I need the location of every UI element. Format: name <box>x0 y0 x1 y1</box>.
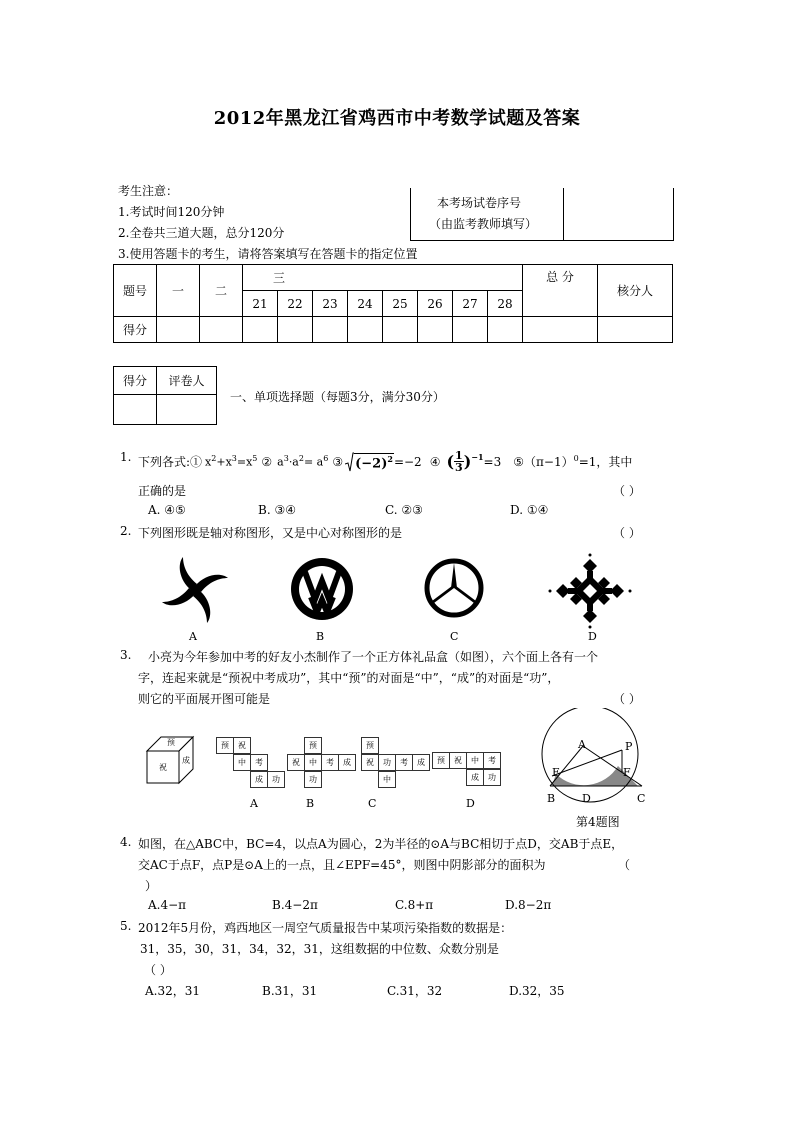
q4-number: 4. <box>120 835 132 849</box>
net-cell: 功 <box>267 771 285 788</box>
q3-line2: 字，连起来就是“预祝中考成功”，其中“预”的对面是“中”，“成”的对面是“功”， <box>138 671 560 685</box>
q3-label-a: A <box>250 797 258 810</box>
q1-fraction: ( 1 3 ) $^{-1}$ <box>446 449 484 474</box>
q5-option-d[interactable]: D.32，35 <box>509 984 565 998</box>
section-title: 一、单项选择题（每题3分，满分30分） <box>230 390 445 404</box>
seat-box-line1: 本考场试卷序号 <box>437 196 522 210</box>
q1-option-d[interactable]: D. ①④ <box>510 503 549 517</box>
net-cell: 预 <box>216 737 234 754</box>
net-cell: 功 <box>304 771 322 788</box>
cube-front-face: 祝 <box>159 763 167 772</box>
q3-line1: 小亮为今年参加中考的好友小杰制作了一个正方体礼品盒（如图），六个面上各有一个 <box>148 650 599 664</box>
score-cell[interactable] <box>523 317 598 343</box>
col-tihao: 题号 <box>114 265 157 317</box>
point-c: C <box>637 792 646 805</box>
q5-option-a[interactable]: A.32，31 <box>145 984 201 998</box>
q5-line2: 31，35，30，31，34，32，31，这组数据的中位数、众数分别是 <box>140 942 499 956</box>
point-e: E <box>552 766 561 779</box>
q2-label-a: A <box>189 630 197 643</box>
q2-label-c: C <box>450 630 459 643</box>
q3-label-b: B <box>306 797 315 810</box>
seat-box-line2: （由监考教师填写） <box>429 217 538 231</box>
q3-number: 3. <box>120 648 132 662</box>
q1-circle-4: ④ <box>429 454 441 469</box>
net-cell: 中 <box>378 771 396 788</box>
col-one: 一 <box>157 265 200 317</box>
q3-line3: 则它的平面展开图可能是 <box>138 692 271 706</box>
score-cell[interactable] <box>243 317 278 343</box>
section-score-box <box>113 366 217 425</box>
q4-line2: 交AC于点F，点P是⊙A上的一点，且∠EPF=45°，则图中阴影部分的面积为 <box>138 858 546 872</box>
net-cell: 祝 <box>233 737 251 754</box>
q5-answer-paren[interactable]: （ ） <box>144 963 172 977</box>
col-total: 总 分 <box>523 265 598 317</box>
q1-circle-2: ② <box>261 454 273 469</box>
sub-24: 24 <box>348 291 383 317</box>
point-a: A <box>578 738 586 751</box>
net-cell: 考 <box>483 752 501 769</box>
net-b[interactable] <box>287 737 357 789</box>
sub-21: 21 <box>243 291 278 317</box>
seat-number-box <box>410 188 674 241</box>
score-cell[interactable] <box>488 317 523 343</box>
net-cell: 考 <box>250 754 268 771</box>
net-cell: 成 <box>412 754 430 771</box>
q1-e4-value: =3 <box>483 454 502 469</box>
score-cell[interactable] <box>313 317 348 343</box>
q1-e1: $x^2+x^3=x^5$ <box>205 454 258 469</box>
score-cell[interactable] <box>383 317 418 343</box>
row-score: 得分 <box>114 317 157 343</box>
section-grader-cell[interactable] <box>157 395 217 425</box>
point-f: F <box>623 766 631 779</box>
sub-22: 22 <box>278 291 313 317</box>
q5-option-c[interactable]: C.31，32 <box>387 984 443 998</box>
net-cell: 中 <box>304 754 322 771</box>
score-cell[interactable] <box>157 317 200 343</box>
q2-number: 2. <box>120 524 132 538</box>
q1-circle-3: ③ <box>332 454 344 469</box>
net-cell: 祝 <box>287 754 305 771</box>
q3-answer-paren[interactable]: （ ） <box>613 692 641 706</box>
mercedes-logo-icon[interactable] <box>423 557 485 619</box>
point-d: D <box>582 792 591 805</box>
score-table <box>113 264 673 343</box>
net-cell: 预 <box>361 737 379 754</box>
q1-e3-value: =−2 <box>393 454 422 469</box>
q4-option-d[interactable]: D.8−2π <box>505 898 552 912</box>
section-score-label: 得分 <box>114 367 157 395</box>
col-two: 二 <box>200 265 243 317</box>
col-checker: 核分人 <box>598 265 673 317</box>
q1-expressions <box>138 450 632 473</box>
sub-26: 26 <box>418 291 453 317</box>
section-grader-label: 评卷人 <box>157 367 217 395</box>
page-title: 2012年黑龙江省鸡西市中考数学试题及答案 <box>213 108 581 129</box>
q2-label-d: D <box>588 630 597 643</box>
q1-prefix: 下列各式:① <box>138 455 203 469</box>
net-a[interactable] <box>216 737 280 789</box>
q4-line1: 如图，在△ABC中，BC=4，以点A为圆心，2为半径的⊙A与BC相切于点D，交AB于点E， <box>138 837 624 851</box>
q5-line1: 2012年5月份，鸡西地区一周空气质量报告中某项污染指数的数据是： <box>138 921 513 935</box>
sub-27: 27 <box>453 291 488 317</box>
q4-figure-caption: 第4题图 <box>576 815 620 829</box>
sqrt-icon <box>345 452 354 472</box>
q4-option-a[interactable]: A.4−π <box>148 898 187 912</box>
q1-option-a[interactable]: A. ④⑤ <box>148 503 186 517</box>
notice-heading: 考生注意： <box>118 184 179 198</box>
net-cell: 中 <box>466 752 484 769</box>
q1-number: 1. <box>120 450 132 464</box>
sub-23: 23 <box>313 291 348 317</box>
q3-label-c: C <box>368 797 377 810</box>
q4-option-c[interactable]: C.8+π <box>395 898 434 912</box>
cube-side-face: 成 <box>182 756 190 765</box>
q1-option-b[interactable]: B. ③④ <box>258 503 296 517</box>
net-cell: 功 <box>378 754 396 771</box>
score-cell[interactable] <box>348 317 383 343</box>
net-cell: 考 <box>321 754 339 771</box>
cube-top-face: 预 <box>167 738 175 747</box>
q1-e2: $a^3\cdot a^2= a^6$ <box>277 454 329 469</box>
notice-line-1: 1.考试时间120分钟 <box>118 205 225 219</box>
net-cell: 考 <box>395 754 413 771</box>
net-cell: 预 <box>432 752 450 769</box>
q1-answer-paren[interactable]: （ ） <box>613 484 641 498</box>
q3-label-d: D <box>466 797 475 810</box>
q4-option-b[interactable]: B.4−2π <box>272 898 318 912</box>
q5-number: 5. <box>120 919 132 933</box>
net-cell: 中 <box>233 754 251 771</box>
point-b: B <box>547 792 556 805</box>
net-cell: 成 <box>250 771 268 788</box>
point-p: P <box>625 740 633 753</box>
score-cell[interactable] <box>200 317 243 343</box>
q5-option-b[interactable]: B.31，31 <box>262 984 318 998</box>
q4-paren-close[interactable]: ） <box>145 879 158 893</box>
gift-cube <box>145 735 195 785</box>
score-cell[interactable] <box>418 317 453 343</box>
q1-line2: 正确的是 <box>138 484 187 498</box>
diamond-cross-icon[interactable] <box>548 553 632 629</box>
net-c[interactable] <box>361 737 431 789</box>
net-d[interactable] <box>432 752 504 789</box>
score-cell[interactable] <box>278 317 313 343</box>
pinwheel-icon[interactable] <box>160 555 230 625</box>
q1-sqrt: $(-2)^2$ <box>345 452 394 472</box>
net-cell: 功 <box>483 769 501 786</box>
net-cell: 祝 <box>449 752 467 769</box>
q1-option-c[interactable]: C. ②③ <box>385 503 423 517</box>
section-score-cell[interactable] <box>114 395 157 425</box>
notice-line-2: 2.全卷共三道大题，总分120分 <box>118 226 285 240</box>
q1-e5: $⑤(\pi-1)^0=1$，其中 <box>513 454 633 469</box>
seat-number-input[interactable] <box>564 188 672 239</box>
q2-text: 下列图形既是轴对称图形，又是中心对称图形的是 <box>138 526 403 540</box>
net-cell: 预 <box>304 737 322 754</box>
sub-25: 25 <box>383 291 418 317</box>
notice-line-3: 3.使用答题卡的考生，请将答案填写在答题卡的指定位置 <box>118 247 418 261</box>
net-cell: 成 <box>338 754 356 771</box>
q4-paren-open[interactable]: （ <box>618 858 631 872</box>
score-cell[interactable] <box>453 317 488 343</box>
net-cell: 成 <box>466 769 484 786</box>
sub-28: 28 <box>488 291 523 317</box>
score-cell[interactable] <box>598 317 673 343</box>
q2-answer-paren[interactable]: （ ） <box>613 526 641 540</box>
net-cell: 祝 <box>361 754 379 771</box>
q2-label-b: B <box>316 630 325 643</box>
vw-logo-icon[interactable] <box>290 557 354 621</box>
col-three: 三 <box>243 265 523 291</box>
